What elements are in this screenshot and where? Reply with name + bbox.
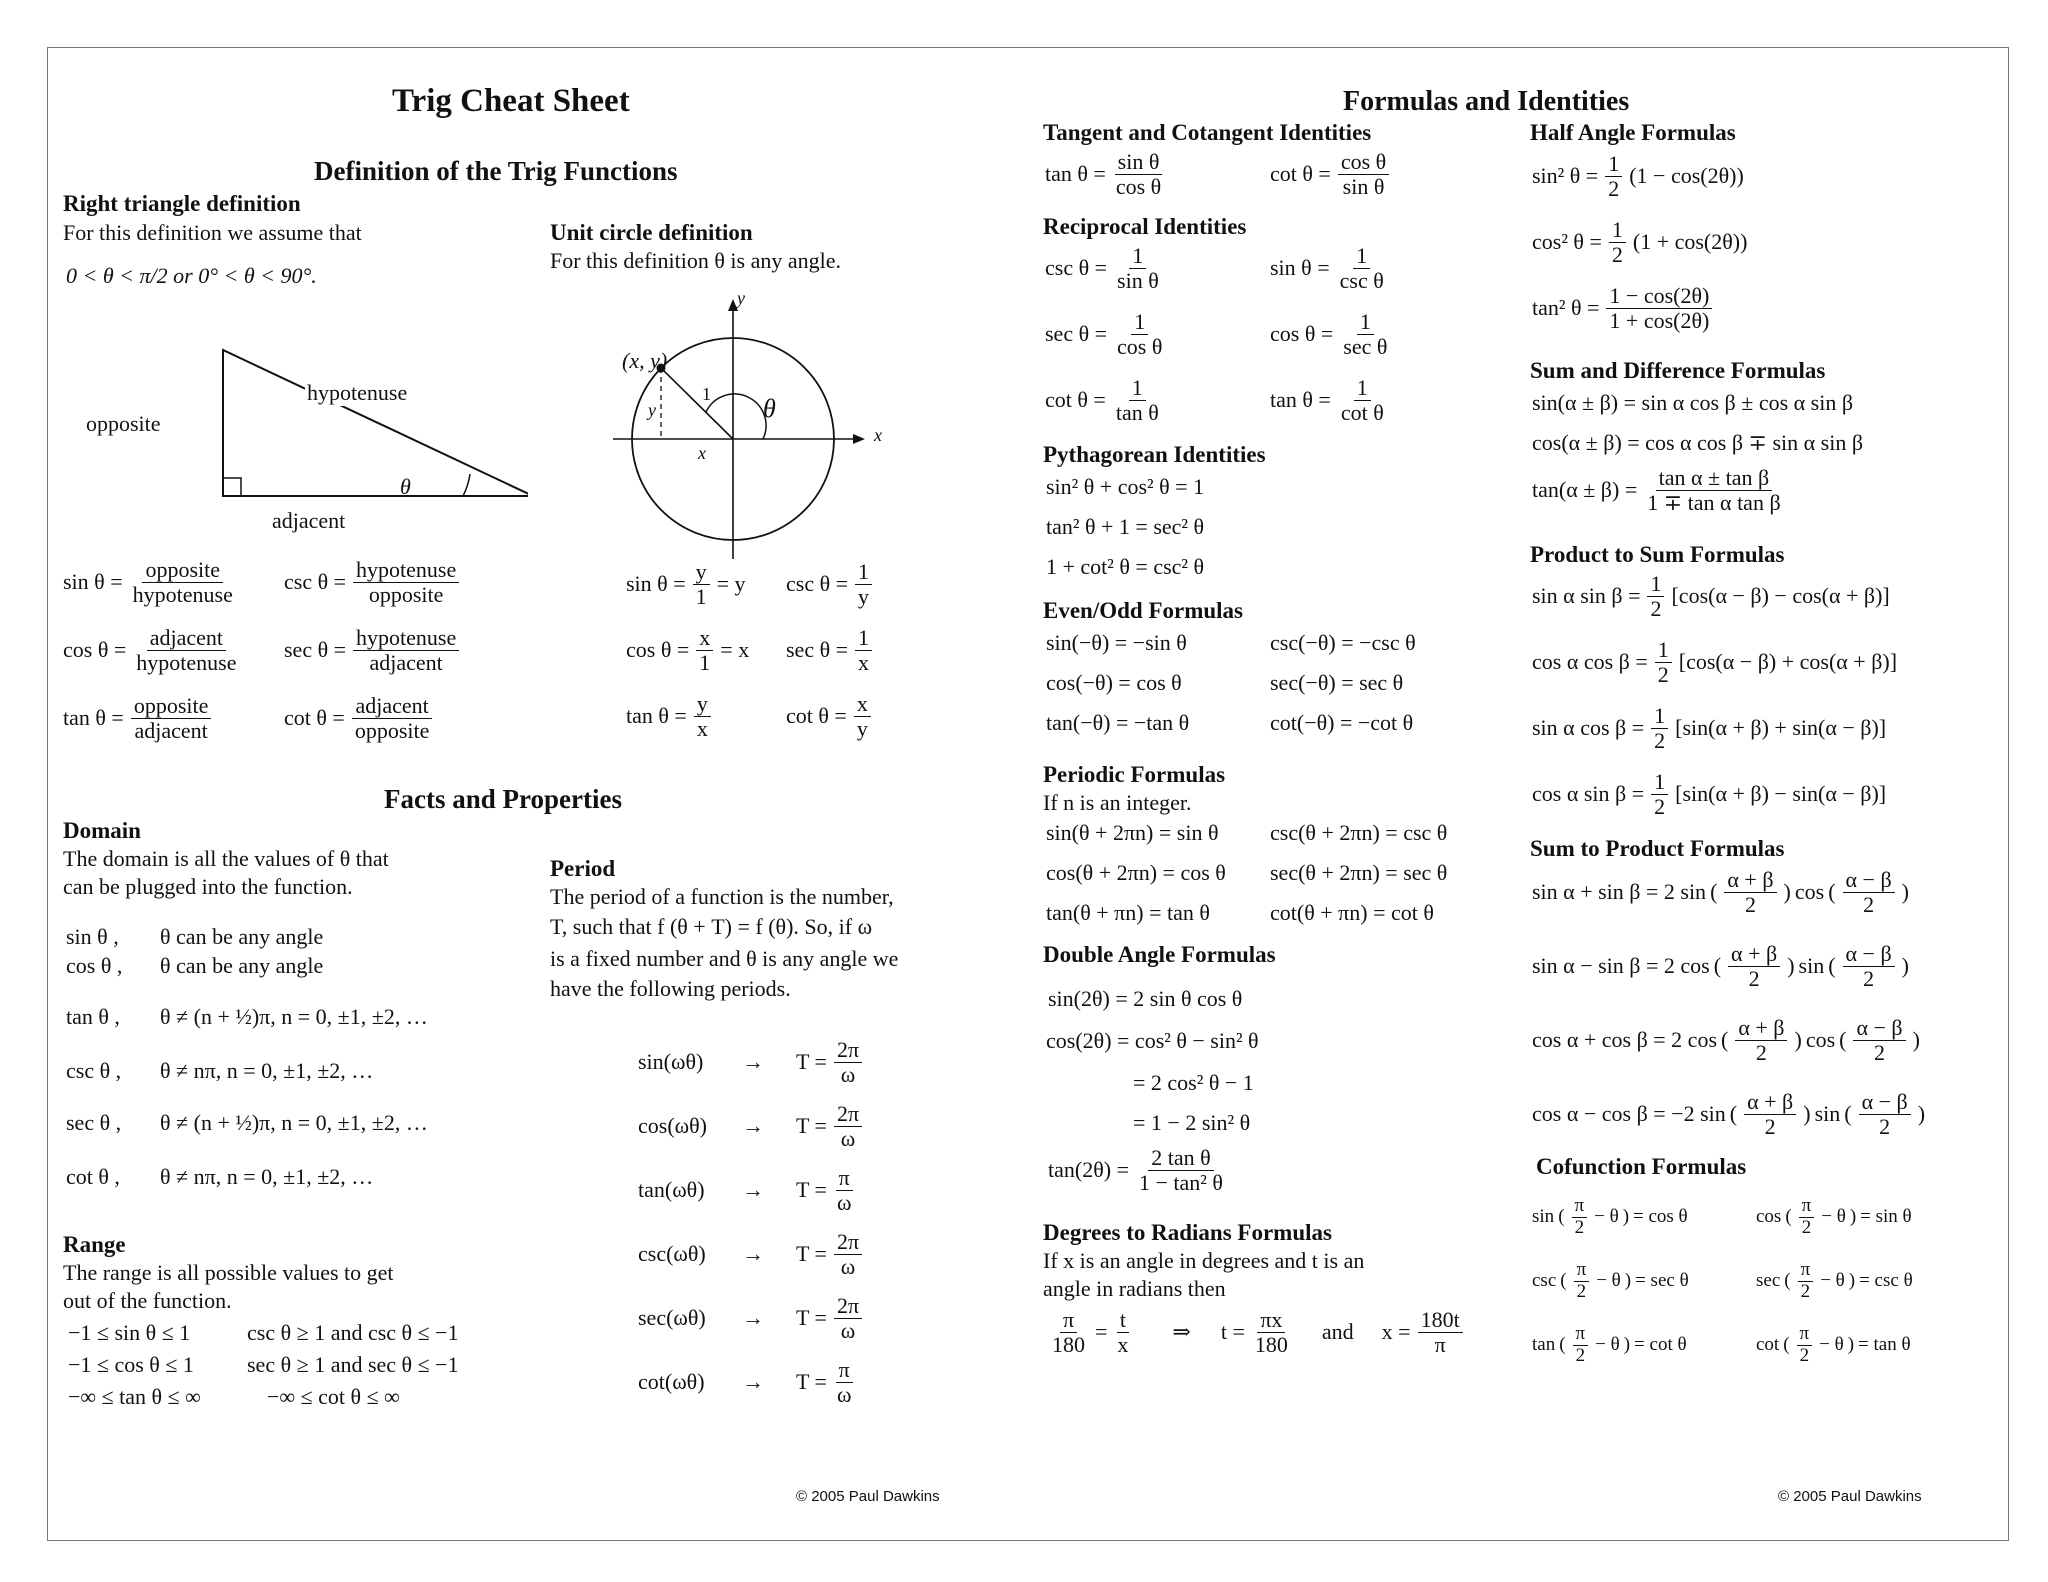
theta-label: θ bbox=[400, 474, 411, 499]
sumdiff-tan: tan(α ± β) = $\frac{\text{tan α ± tan β}}{\text{1 ∓ tan α tan β}}$ bbox=[1532, 465, 1781, 515]
sumprod-1: sin α + sin β = 2 sin ( $\frac{\alpha + \beta}{2}$ ) cos ( $\frac{\alpha - \beta}{2}$ ) bbox=[1532, 867, 1909, 917]
product-2: cos α cos β = $\frac{1}{2}$ [cos(α − β) + cos(α + β)] bbox=[1532, 637, 1898, 687]
sumprod-3: cos α + cos β = 2 cos ( $\frac{\alpha + \beta}{2}$ ) cos ( $\frac{\alpha - \beta}{2}$ ) bbox=[1532, 1015, 1920, 1065]
recip-cos: cos θ = $\frac{1}{\text{sec θ}}$ bbox=[1270, 309, 1388, 359]
period-text-1: The period of a function is the number, bbox=[550, 884, 894, 909]
definition-heading: Definition of the Trig Functions bbox=[314, 156, 678, 186]
radius-label: 1 bbox=[702, 384, 711, 404]
domain-text-2: can be plugged into the function. bbox=[63, 874, 353, 899]
range-row-2: −1 ≤ cos θ ≤ 1 sec θ ≥ 1 and sec θ ≤ −1 bbox=[68, 1352, 459, 1377]
domain-row-csc: csc θ , θ ≠ nπ, n = 0, ±1, ±2, … bbox=[66, 1058, 374, 1083]
recip-csc: csc θ = $\frac{1}{\text{sin θ}}$ bbox=[1045, 243, 1159, 293]
recip-cot: cot θ = $\frac{1}{\text{tan θ}}$ bbox=[1045, 375, 1159, 425]
rt-cos-formula: cos θ = $\frac{\text{adjacent}}{\text{hypotenuse}}$ bbox=[63, 625, 237, 675]
reciprocal-heading: Reciprocal Identities bbox=[1043, 214, 1247, 239]
double-angle-heading: Double Angle Formulas bbox=[1043, 942, 1276, 967]
half-cos: cos² θ = $\frac{1}{2}$ (1 + cos(2θ)) bbox=[1532, 217, 1748, 267]
range-text-1: The range is all possible values to get bbox=[63, 1260, 394, 1285]
double-cos-3: = 1 − 2 sin² θ bbox=[1133, 1110, 1251, 1135]
opposite-label: opposite bbox=[86, 411, 161, 436]
periodic-csc: csc(θ + 2πn) = csc θ bbox=[1270, 820, 1448, 845]
uc-cos-formula: cos θ = $\frac{x}{1}$ = x bbox=[626, 625, 750, 675]
unit-circle-heading: Unit circle definition bbox=[550, 220, 753, 245]
period-row-csc: csc(ωθ) → T = $\frac{2\pi}{\omega}$ bbox=[638, 1230, 865, 1279]
right-triangle-heading: Right triangle definition bbox=[63, 191, 301, 216]
unit-circle-intro: For this definition θ is any angle. bbox=[550, 248, 842, 273]
cofunction-heading: Cofunction Formulas bbox=[1536, 1154, 1747, 1179]
cofunction-tan: tan ( $\frac{\pi}{2}$ − θ ) = cot θ bbox=[1532, 1323, 1687, 1366]
evenodd-sec: sec(−θ) = sec θ bbox=[1270, 670, 1404, 695]
tan-identity: tan θ = $\frac{\text{sin θ}}{\text{cos θ}}$ bbox=[1045, 149, 1162, 199]
point-label: (x, y) bbox=[622, 348, 668, 373]
evenodd-heading: Even/Odd Formulas bbox=[1043, 598, 1244, 623]
cofunction-sin: sin ( $\frac{\pi}{2}$ − θ ) = cos θ bbox=[1532, 1195, 1688, 1238]
angle-arc bbox=[463, 474, 470, 496]
product-1: sin α sin β = $\frac{1}{2}$ [cos(α − β) − cos(α + β)] bbox=[1532, 571, 1890, 621]
y-leg-label: y bbox=[648, 400, 656, 420]
recip-tan: tan θ = $\frac{1}{\text{cot θ}}$ bbox=[1270, 375, 1384, 425]
rt-tan-formula: tan θ = $\frac{\text{opposite}}{\text{adjacent}}$ bbox=[63, 694, 214, 743]
period-text-2: T, such that f (θ + T) = f (θ). So, if ω bbox=[550, 914, 873, 939]
cot-identity: cot θ = $\frac{\text{cos θ}}{\text{sin θ}}$ bbox=[1270, 150, 1392, 199]
sumprod-2: sin α − sin β = 2 cos ( $\frac{\alpha + \beta}{2}$ ) sin ( $\frac{\alpha - \beta}{2}$ ) bbox=[1532, 941, 1909, 991]
right-angle-mark bbox=[223, 478, 241, 496]
double-sin: sin(2θ) = 2 sin θ cos θ bbox=[1048, 986, 1243, 1011]
radius-line bbox=[661, 368, 733, 439]
x-axis-label: x bbox=[874, 425, 882, 445]
domain-row-sin: sin θ , θ can be any angle bbox=[66, 924, 324, 949]
evenodd-tan: tan(−θ) = −tan θ bbox=[1046, 710, 1190, 735]
periodic-sin: sin(θ + 2πn) = sin θ bbox=[1046, 820, 1219, 845]
x-axis-arrow bbox=[853, 434, 865, 444]
domain-text-1: The domain is all the values of θ that bbox=[63, 846, 389, 871]
formulas-title: Formulas and Identities bbox=[1343, 86, 1630, 117]
period-heading: Period bbox=[550, 856, 616, 881]
deg2rad-text-1: If x is an angle in degrees and t is an bbox=[1043, 1248, 1365, 1273]
half-tan: tan² θ = $\frac{1 - \cos(2\theta)}{1 + \cos(2\theta)}$ bbox=[1532, 284, 1715, 333]
pythagorean-heading: Pythagorean Identities bbox=[1043, 442, 1266, 467]
domain-heading: Domain bbox=[63, 818, 141, 843]
triangle-shape bbox=[223, 350, 528, 496]
half-angle-heading: Half Angle Formulas bbox=[1530, 120, 1736, 145]
period-text-3: is a fixed number and θ is any angle we bbox=[550, 946, 899, 971]
period-row-tan: tan(ωθ) → T = $\frac{\pi}{\omega}$ bbox=[638, 1165, 852, 1215]
pyth-3: 1 + cot² θ = csc² θ bbox=[1046, 554, 1205, 579]
evenodd-sin: sin(−θ) = −sin θ bbox=[1046, 630, 1187, 655]
sumdiff-sin: sin(α ± β) = sin α cos β ± cos α sin β bbox=[1532, 390, 1854, 415]
x-leg-label: x bbox=[698, 443, 706, 463]
tangent-heading: Tangent and Cotangent Identities bbox=[1043, 120, 1372, 145]
range-row-1: −1 ≤ sin θ ≤ 1 csc θ ≥ 1 and csc θ ≤ −1 bbox=[68, 1320, 459, 1345]
period-row-cot: cot(ωθ) → T = $\frac{\pi}{\omega}$ bbox=[638, 1357, 852, 1407]
right-triangle-intro: For this definition we assume that bbox=[63, 220, 362, 245]
recip-sec: sec θ = $\frac{1}{\text{cos θ}}$ bbox=[1045, 309, 1163, 359]
uc-tan-formula: tan θ = $\frac{y}{x}$ bbox=[626, 692, 714, 741]
evenodd-cot: cot(−θ) = −cot θ bbox=[1270, 710, 1414, 735]
periodic-heading: Periodic Formulas bbox=[1043, 762, 1226, 787]
uc-sec-formula: sec θ = $\frac{1}{x}$ bbox=[786, 626, 875, 675]
recip-sin: sin θ = $\frac{1}{\text{csc θ}}$ bbox=[1270, 243, 1384, 293]
copyright-right: © 2005 Paul Dawkins bbox=[1778, 1488, 1922, 1505]
cofunction-cos: cos ( $\frac{\pi}{2}$ − θ ) = sin θ bbox=[1756, 1195, 1912, 1238]
double-cos-2: = 2 cos² θ − 1 bbox=[1133, 1070, 1254, 1095]
adjacent-label: adjacent bbox=[272, 508, 346, 533]
product-3: sin α cos β = $\frac{1}{2}$ [sin(α + β) + sin(α − β)] bbox=[1532, 703, 1887, 753]
period-text-4: have the following periods. bbox=[550, 976, 791, 1001]
sumdiff-heading: Sum and Difference Formulas bbox=[1530, 358, 1826, 383]
evenodd-cos: cos(−θ) = cos θ bbox=[1046, 670, 1182, 695]
periodic-cot: cot(θ + πn) = cot θ bbox=[1270, 900, 1434, 925]
page-title: Trig Cheat Sheet bbox=[392, 83, 630, 119]
half-sin: sin² θ = $\frac{1}{2}$ (1 − cos(2θ)) bbox=[1532, 151, 1744, 201]
periodic-sec: sec(θ + 2πn) = sec θ bbox=[1270, 860, 1448, 885]
cofunction-csc: csc ( $\frac{\pi}{2}$ − θ ) = sec θ bbox=[1532, 1259, 1689, 1302]
deg2rad-text-2: angle in radians then bbox=[1043, 1276, 1226, 1301]
theta-arc bbox=[706, 394, 766, 439]
range-heading: Range bbox=[63, 1232, 126, 1257]
pyth-1: sin² θ + cos² θ = 1 bbox=[1046, 474, 1205, 499]
facts-heading: Facts and Properties bbox=[384, 784, 622, 814]
unit-circle-diagram bbox=[608, 284, 908, 564]
periodic-cos: cos(θ + 2πn) = cos θ bbox=[1046, 860, 1226, 885]
rt-csc-formula: csc θ = $\frac{\text{hypotenuse}}{\text{opposite}}$ bbox=[284, 558, 462, 607]
periodic-tan: tan(θ + πn) = tan θ bbox=[1046, 900, 1210, 925]
double-cos-1: cos(2θ) = cos² θ − sin² θ bbox=[1046, 1028, 1259, 1053]
deg2rad-heading: Degrees to Radians Formulas bbox=[1043, 1220, 1332, 1245]
period-row-sin: sin(ωθ) → T = $\frac{2\pi}{\omega}$ bbox=[638, 1038, 865, 1087]
domain-row-cot: cot θ , θ ≠ nπ, n = 0, ±1, ±2, … bbox=[66, 1164, 374, 1189]
y-axis-label: y bbox=[737, 288, 745, 308]
range-row-3: −∞ ≤ tan θ ≤ ∞ −∞ ≤ cot θ ≤ ∞ bbox=[68, 1384, 400, 1409]
copyright-left: © 2005 Paul Dawkins bbox=[796, 1488, 940, 1505]
range-text-2: out of the function. bbox=[63, 1288, 232, 1313]
product-sum-heading: Product to Sum Formulas bbox=[1530, 542, 1785, 567]
deg2rad-formula: $\frac{\pi}{180}$ = $\frac{t}{x}$ ⇒ t = $\frac{\pi x}{180}$ and x = $\frac{180t}{\pi}$ bbox=[1046, 1308, 1466, 1357]
period-row-cos: cos(ωθ) → T = $\frac{2\pi}{\omega}$ bbox=[638, 1102, 865, 1151]
cofunction-sec: sec ( $\frac{\pi}{2}$ − θ ) = csc θ bbox=[1756, 1259, 1913, 1302]
double-tan: tan(2θ) = $\frac{\text{2 tan θ}}{\text{1 − tan² θ}}$ bbox=[1048, 1145, 1223, 1195]
domain-row-sec: sec θ , θ ≠ (n + ½)π, n = 0, ±1, ±2, … bbox=[66, 1110, 428, 1135]
product-4: cos α sin β = $\frac{1}{2}$ [sin(α + β) − sin(α − β)] bbox=[1532, 769, 1887, 819]
period-row-sec: sec(ωθ) → T = $\frac{2\pi}{\omega}$ bbox=[638, 1294, 865, 1343]
uc-csc-formula: csc θ = $\frac{1}{y}$ bbox=[786, 560, 875, 609]
rt-sin-formula: sin θ = $\frac{\text{opposite}}{\text{hypotenuse}}$ bbox=[63, 557, 233, 607]
right-triangle-condition: 0 < θ < π/2 or 0° < θ < 90°. bbox=[66, 263, 317, 288]
periodic-intro: If n is an integer. bbox=[1043, 790, 1192, 815]
domain-row-tan: tan θ , θ ≠ (n + ½)π, n = 0, ±1, ±2, … bbox=[66, 1004, 428, 1029]
cofunction-cot: cot ( $\frac{\pi}{2}$ − θ ) = tan θ bbox=[1756, 1323, 1911, 1366]
sum-product-heading: Sum to Product Formulas bbox=[1530, 836, 1785, 861]
rt-cot-formula: cot θ = $\frac{\text{adjacent}}{\text{opposite}}$ bbox=[284, 694, 435, 743]
cheat-sheet-page bbox=[47, 47, 2009, 1541]
hypotenuse-label: hypotenuse bbox=[307, 380, 408, 405]
pyth-2: tan² θ + 1 = sec² θ bbox=[1046, 514, 1205, 539]
sumdiff-cos: cos(α ± β) = cos α cos β ∓ sin α sin β bbox=[1532, 430, 1864, 455]
uc-cot-formula: cot θ = $\frac{x}{y}$ bbox=[786, 692, 874, 741]
uc-sin-formula: sin θ = $\frac{y}{1}$ = y bbox=[626, 559, 746, 609]
sumprod-4: cos α − cos β = −2 sin ( $\frac{\alpha + \beta}{2}$ ) sin ( $\frac{\alpha - \beta}{2}$ ) bbox=[1532, 1089, 1926, 1139]
domain-row-cos: cos θ , θ can be any angle bbox=[66, 953, 324, 978]
evenodd-csc: csc(−θ) = −csc θ bbox=[1270, 630, 1416, 655]
unit-theta-label: θ bbox=[763, 394, 776, 423]
rt-sec-formula: sec θ = $\frac{\text{hypotenuse}}{\text{adjacent}}$ bbox=[284, 626, 462, 675]
